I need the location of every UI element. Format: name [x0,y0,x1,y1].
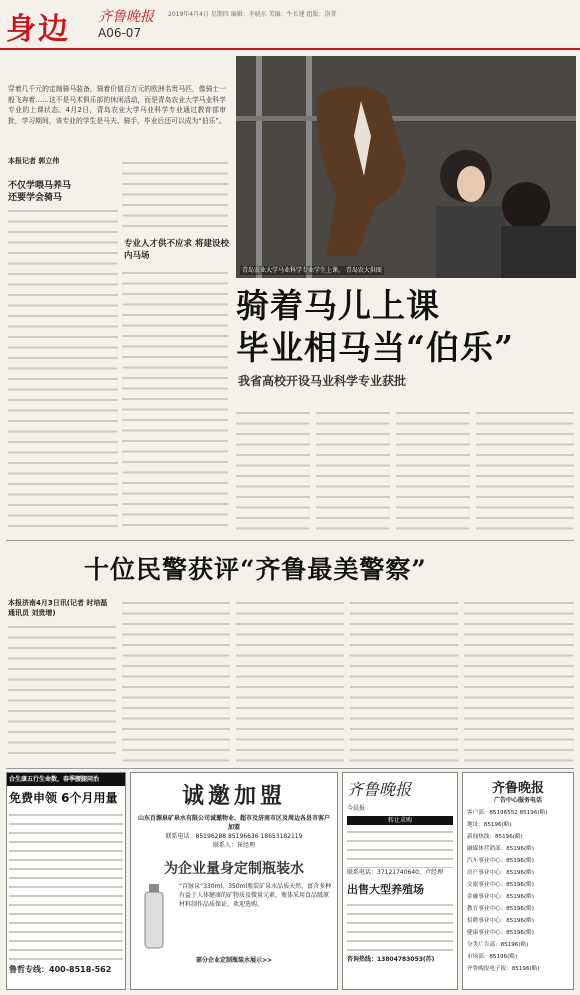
ad-mid [342,772,458,990]
masthead-meta: 2019年4月4日 星期四 编辑：李晓东 美编：牛长建 组版：洛菁 [168,11,337,18]
service-phone-line: 健康事业中心：85196(略) [467,930,534,936]
service-phone-line: 文旅事业中心：85196(略) [467,882,534,888]
ad-right-title: 齐鲁晚报 [491,781,544,796]
ad-left-phone: 鲁哲专线：400-8518-562 [9,965,112,974]
subhead1 [8,180,118,204]
story1-photo [236,56,576,278]
masthead-rule [0,48,580,50]
ad-center-slogan: 为企业量身定制瓶装水 [164,861,304,877]
service-phone-line: 新闻热线：85196(略) [467,834,523,840]
ad-mid-phone: 联系电话：37121740640，卢经理 [347,869,443,876]
ad-left [6,772,126,990]
service-phone-line: 地址：85196(略) [467,822,512,828]
ad-center-contact1: 联系电话：85196288 85196636 18653182119 [165,833,303,840]
story2-col2 [122,598,230,762]
ad-center-company: 山东百源泉矿泉水有限公司诚邀物业、超市及济南市区及周边各县市客户加盟 [137,815,330,831]
paper-logo: 齐鲁晚报 [98,9,154,25]
headline2: 毕业相马当“伯乐” [236,328,514,367]
service-phone-line: 市场部：85196(略) [467,954,518,960]
ad-center-desc: “百脉泉”330ml、350ml瓶装矿泉水品质天然，富含多种有益于人体健康的矿物质及微量元素，瓶体采用食品级原材料制作品质保证，欢迎选购。 [179,883,332,908]
story1-byline: 本报记者 郭立伟 [8,157,60,165]
story1-col3 [122,268,228,532]
ad-left-title: 合生康五行生命数，春季腰腿同治 [7,773,125,786]
service-phone-line: 分类广告部：85196(略) [467,942,529,948]
ad-center-footer: 部分企业定制瓶装水展示>> [195,957,273,964]
story2-col4 [350,598,458,762]
ad-right [462,772,574,990]
story2-col5 [464,598,574,762]
ad-mid-contact: 咨询热线：13804783053(苏) [347,956,435,963]
ad-mid-body1 [347,828,453,868]
story2-col1 [8,622,116,762]
ad-center-title: 诚邀加盟 [181,783,286,809]
service-phone-line: 客户部：85196552 85196(略) [467,810,548,816]
subhead1-text: 不仅学喂马养马 还要学会骑马 [8,181,72,203]
ad-mid-sub: 今晨报 [347,805,366,812]
photo-caption: 青岛农业大学马业科学专业学生上课。 青岛农大供图 [242,267,382,274]
subtitle: 我省高校开设马业科学专业获批 [238,374,407,388]
masthead [0,0,580,50]
ad-right-sub: 广告中心服务电话 [493,797,542,804]
story1-lead: 穿着几千元的定制骑马装备，骑着价值百万元的欧洲名贵马匹，像骑士一般飞奔着……这不是马术俱乐部的休闲活动，而是青岛农业大学马业科学专业的上课状态。4月2日，青岛农业大学马业科学专业通过教育部审批，学习期间，该专业的学生是马夫、骑手，毕业后还可以成为“伯乐”。 [8,85,226,125]
ad-mid-title: 出售大型养殖场 [347,883,424,896]
story1-col4 [236,408,310,532]
ad-mid-service: 转让求购 [347,816,453,825]
story1-col2 [122,158,228,230]
story1-col5 [316,408,390,532]
page-number: A06-07 [98,26,142,40]
story2-byline: 本报济南4月3日讯(记者 时培磊 通讯员 刘贵增) [8,599,108,617]
water-bottle-icon [135,882,175,952]
service-phone-line: 招聘事业中心：85196(略) [467,918,534,924]
service-phone-line: 金融事业中心：85196(略) [467,894,534,900]
story2-col3 [236,598,344,762]
section-title: 身边 [6,12,70,47]
headline1: 骑着马儿上课 [236,286,440,325]
subhead2 [124,238,230,262]
service-phone-line: 齐鲁晚报电子报：85196(略) [467,966,540,972]
ad-center-contact2: 联系人：崔经理 [212,842,255,849]
ad-left-body [9,811,123,961]
ad-center [130,772,338,990]
story1-col6 [396,408,470,532]
story1-col7 [476,408,574,532]
story2-headline: 十位民警获评“齐鲁最美警察” [84,555,427,584]
ad-mid-brand: 齐鲁晚报 [347,780,412,799]
service-phone-line: 融媒体营销部：85196(略) [467,846,534,852]
divider-ads [6,768,574,769]
service-phone-line: 教育事业中心：85196(略) [467,906,534,912]
ad-left-promo: 免费申领 6个月用量 [9,791,118,805]
ad-mid-body2 [347,901,453,953]
subhead2-text: 专业人才供不应求 将建设校内马场 [124,239,229,261]
story1-col1 [8,206,118,532]
service-phone-line: 汽车事业中心：85196(略) [467,858,534,864]
horse-photo-illustration [236,56,576,278]
service-phone-line: 房产事业中心：85196(略) [467,870,534,876]
ad-right-lines [463,805,573,977]
divider-story2 [6,540,574,541]
